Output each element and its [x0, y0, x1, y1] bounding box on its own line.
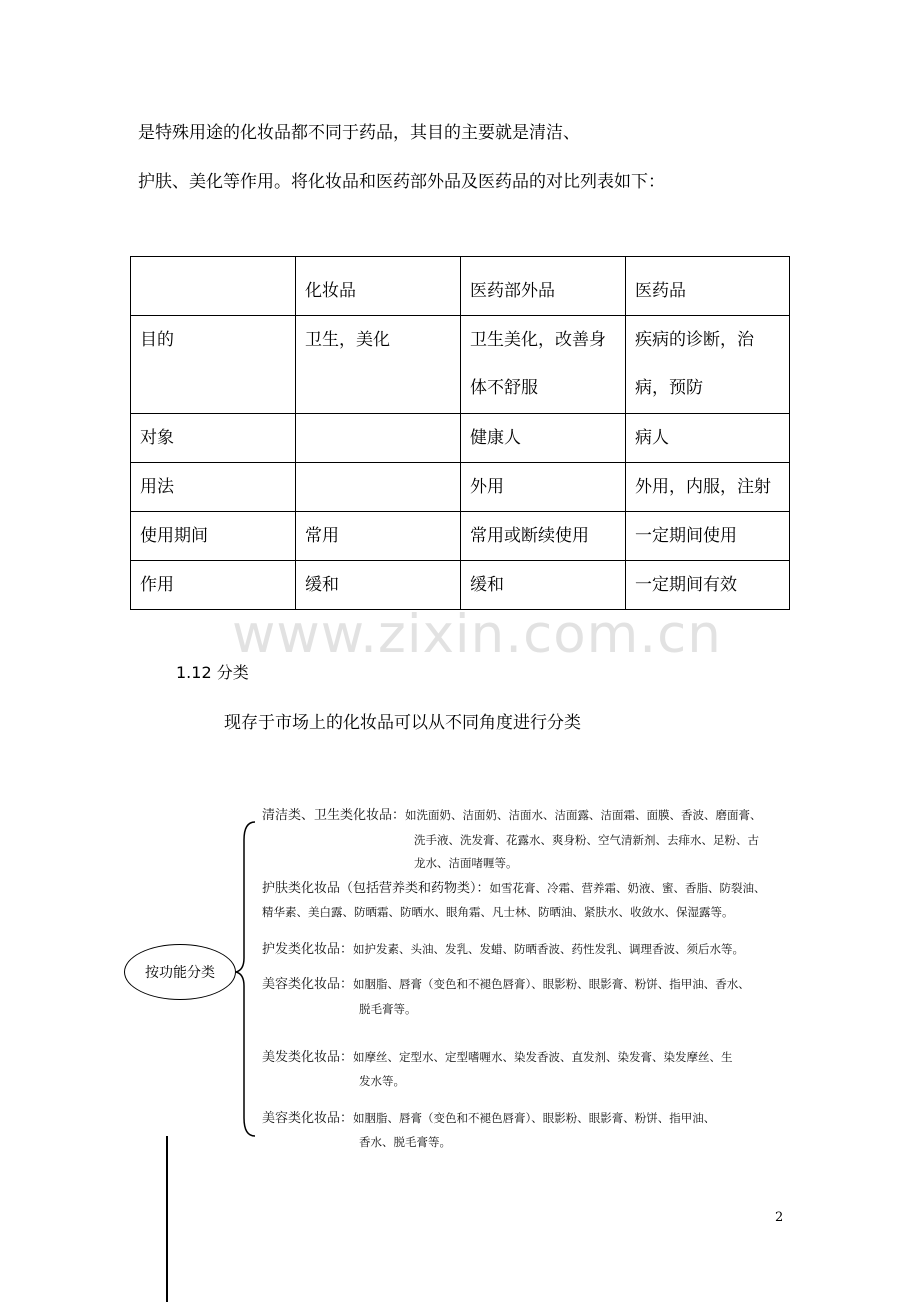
table-cell: 缓和 — [296, 561, 461, 610]
category-label: 美发类化妆品： — [262, 1050, 354, 1065]
category-beauty — [262, 972, 750, 997]
category-skincare — [262, 876, 766, 901]
watermark: www.zixin.com.cn — [232, 604, 722, 665]
category-desc-line: 如洗面奶、洁面奶、洁面水、洁面露、洁面霜、面膜、香波、磨面膏、 — [405, 808, 762, 822]
category-desc-line: 如摩丝、定型水、定型嗜喱水、染发香波、直发剂、染发膏、染发摩丝、生 — [353, 1050, 733, 1064]
table-cell-text: 疾病的诊断，治病，预防 — [635, 330, 754, 398]
table-cell-text: 卫生，美化 — [305, 330, 390, 350]
table-cell: 使用期间 — [131, 512, 296, 561]
section-heading: 1.12 分类 — [176, 663, 249, 682]
root-node-label: 按功能分类 — [145, 965, 215, 981]
table-cell: 外用 — [461, 463, 626, 512]
category-desc-line: 如胭脂、唇膏（变色和不褪色唇膏）、眼影粉、眼影膏、粉饼、指甲油、 — [353, 1111, 716, 1125]
table-cell: 作用 — [131, 561, 296, 610]
category-label: 美容类化妆品： — [262, 977, 354, 992]
category-desc-line: 如护发素、头油、发乳、发蜡、防晒香波、药性发乳、调理香波、须后水等。 — [353, 942, 745, 956]
category-haircare — [262, 937, 744, 962]
category-beauty-2-line-2: 香水、脱毛膏等。 — [359, 1135, 451, 1149]
category-desc-line: 如雪花膏、冷霜、营养霜、奶液、蜜、香脂、防裂油、 — [489, 881, 766, 895]
category-beauty-line-2: 脱毛膏等。 — [359, 1002, 417, 1016]
table-header-cell: 化妆品 — [296, 257, 461, 316]
category-label: 清洁类、卫生类化妆品： — [262, 808, 406, 823]
paragraph-1: 是特殊用途的化妆品都不同于药品，其目的主要就是清洁、 — [138, 123, 580, 143]
table-cell: 对象 — [131, 414, 296, 463]
category-label: 美容类化妆品： — [262, 1111, 354, 1126]
category-hairstyling-line-2: 发水等。 — [359, 1074, 405, 1088]
category-hairstyling — [262, 1045, 733, 1070]
table-cell: 一定期间使用 — [626, 512, 790, 561]
table-cell: 病人 — [626, 414, 790, 463]
paragraph-2: 护肤、美化等作用。将化妆品和医药部外品及医药品的对比列表如下： — [138, 172, 665, 192]
category-label: 护肤类化妆品（包括营养类和药物类）： — [262, 881, 490, 896]
table-cell-text: 目的 — [140, 330, 174, 350]
category-cleaning-line-2: 洗手液、洗发膏、花露水、爽身粉、空气清新剂、去痱水、足粉、古 — [414, 833, 759, 847]
table-header-cell: 医药品 — [626, 257, 790, 316]
table-cell: 常用 — [296, 512, 461, 561]
table-cell: 用法 — [131, 463, 296, 512]
category-skincare-line-2: 精华素、美白露、防晒霜、防晒水、眼角霜、凡士林、防晒油、紧肤水、收敛水、保湿露等。 — [262, 905, 734, 919]
category-cleaning-line-3: 龙水、洁面啫喱等。 — [414, 856, 518, 870]
table-cell: 缓和 — [461, 561, 626, 610]
table-cell: 一定期间有效 — [626, 561, 790, 610]
category-desc-line: 如胭脂、唇膏（变色和不褪色唇膏）、眼影粉、眼影膏、粉饼、指甲油、香水、 — [353, 977, 750, 991]
table-header-cell: 医药部外品 — [461, 257, 626, 316]
category-cleaning — [262, 803, 762, 828]
intro-paragraph: 现存于市场上的化妆品可以从不同角度进行分类 — [224, 713, 581, 733]
table-cell-text: 卫生美化，改善身体不舒服 — [470, 330, 606, 398]
table-cell: 外用，内服，注射 — [626, 463, 790, 512]
category-beauty-2 — [262, 1106, 715, 1131]
page-number: 2 — [775, 1210, 784, 1225]
root-node-oval — [124, 944, 236, 1000]
vertical-rule — [166, 1136, 168, 1302]
table-cell: 健康人 — [461, 414, 626, 463]
table-cell: 常用或断续使用 — [461, 512, 626, 561]
category-label: 护发类化妆品： — [262, 942, 354, 957]
